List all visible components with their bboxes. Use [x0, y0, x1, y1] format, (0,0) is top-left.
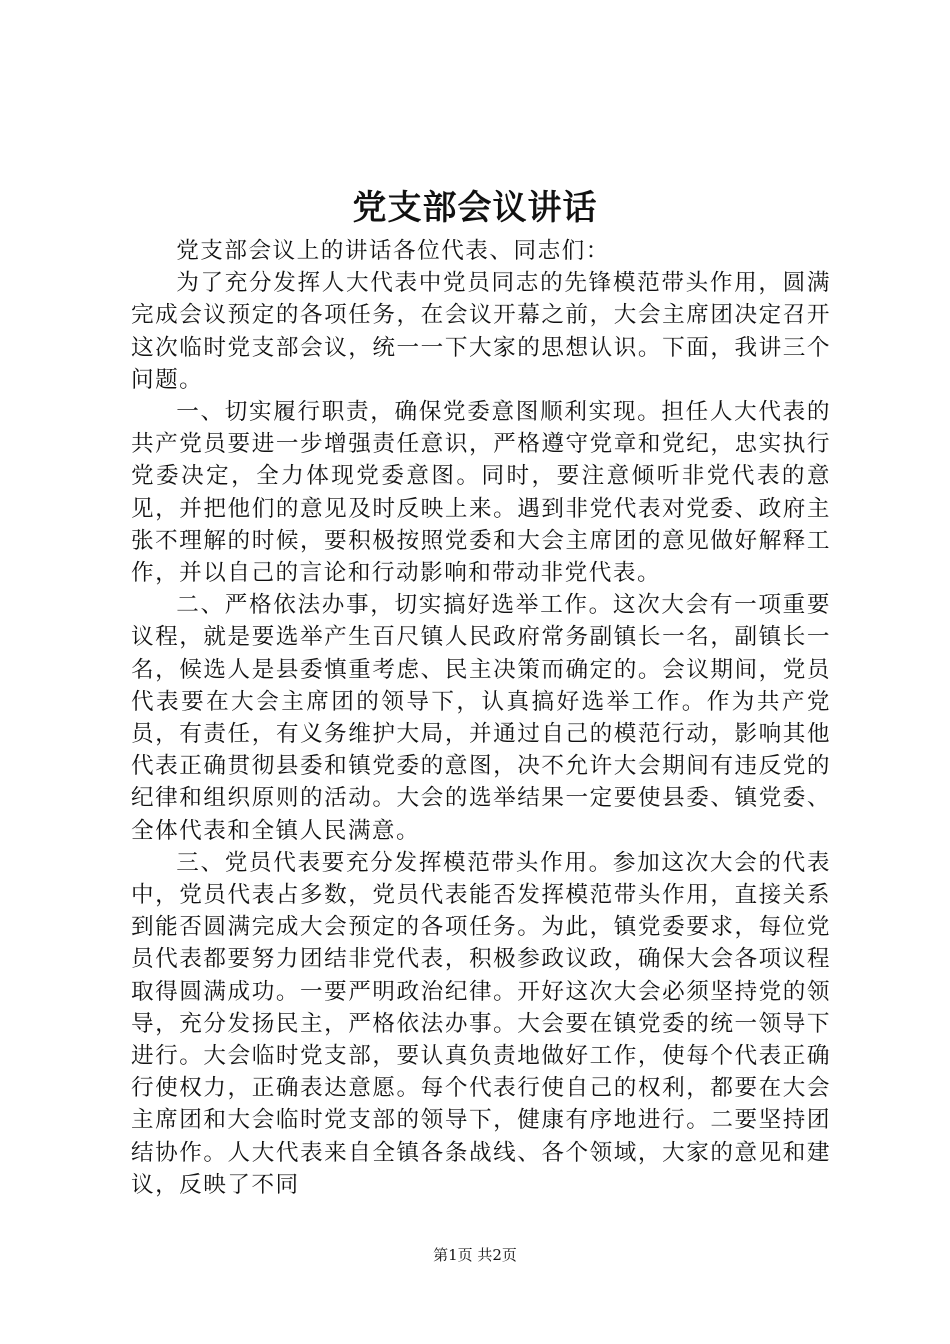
- document-title: 党支部会议讲话: [352, 188, 598, 228]
- paragraph-point-three: 三、党员代表要充分发挥模范带头作用。参加这次大会的代表中，党员代表占多数，党员代表能否发挥模范带头作用，直接关系到能否圆满完成大会预定的各项任务。为此，镇党委要求，每位党员代表都要努力团结非党代表，积极参政议政，确保大会各项议程取得圆满成功。一要严明政治纪律。开好这次大会必须坚持党的领导，充分发扬民主，严格依法办事。大会要在镇党委的统一领导下进行。大会临时党支部，要认真负责地做好工作，使每个代表正确行使权力，正确表达意愿。每个代表行使自己的权利，都要在大会主席团和大会临时党支部的领导下，健康有序地进行。二要坚持团结协作。人大代表来自全镇各条战线、各个领域，大家的意见和建议，反映了不同: [131, 849, 831, 1198]
- page-number-footer: 第1页 共2页: [433, 1246, 517, 1264]
- paragraph-intro: 为了充分发挥人大代表中党员同志的先锋模范带头作用，圆满完成会议预定的各项任务，在会议开幕之前，大会主席团决定召开这次临时党支部会议，统一一下大家的思想认识。下面，我讲三个问题。: [131, 270, 831, 393]
- paragraph-salutation: 党支部会议上的讲话各位代表、同志们：: [176, 238, 610, 264]
- paragraph-point-one: 一、切实履行职责，确保党委意图顺利实现。担任人大代表的共产党员要进一步增强责任意识，严格遵守党章和党纪，忠实执行党委决定，全力体现党委意图。同时，要注意倾听非党代表的意见，并把他们的意见及时反映上来。遇到非党代表对党委、政府主张不理解的时候，要积极按照党委和大会主席团的意见做好解释工作，并以自己的言论和行动影响和带动非党代表。: [131, 399, 831, 587]
- document-body: [131, 235, 831, 1201]
- paragraph-point-two: 二、严格依法办事，切实搞好选举工作。这次大会有一项重要议程，就是要选举产生百尺镇人民政府常务副镇长一名，副镇长一名，候选人是县委慎重考虑、民主决策而确定的。会议期间，党员代表要在大会主席团的领导下，认真搞好选举工作。作为共产党员，有责任，有义务维护大局，并通过自己的模范行动，影响其他代表正确贯彻县委和镇党委的意图，决不允许大会期间有违反党的纪律和组织原则的活动。大会的选举结果一定要使县委、镇党委、全体代表和全镇人民满意。: [131, 592, 831, 844]
